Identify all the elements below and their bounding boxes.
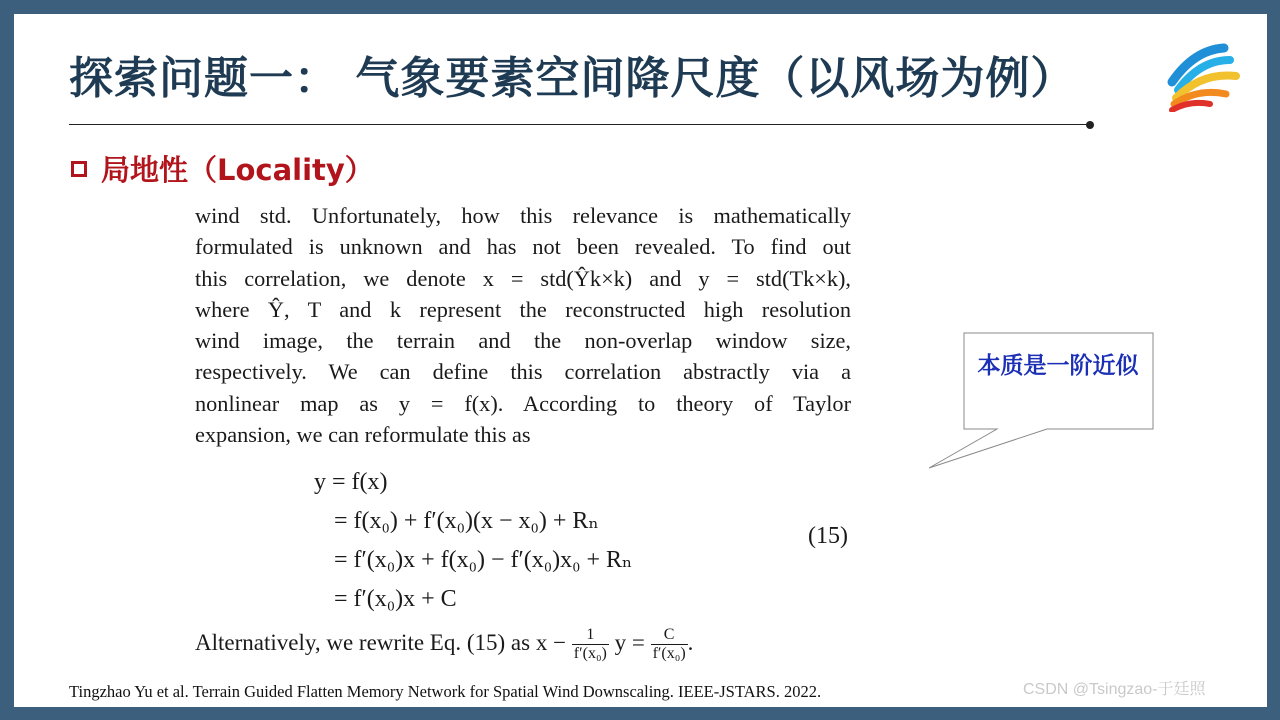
alt-mid: y = [614, 629, 645, 655]
equation-number: (15) [808, 523, 848, 549]
paper-line: expansion, we can reformulate this as [195, 422, 531, 448]
callout-text: 本质是一阶近似 [977, 353, 1139, 379]
square-bullet-icon [71, 161, 87, 177]
watermark: CSDN @Tsingzao-于廷照 [1023, 681, 1206, 698]
paper-line: wind std. Unfortunately, how this relevance is mathematically [195, 203, 851, 228]
fraction-c-over-fprime [651, 626, 688, 663]
equation-row: = f′(x₀)x + C [334, 586, 457, 612]
equation-block [314, 463, 854, 619]
slide [14, 14, 1267, 707]
equation-row: y = f(x) [314, 469, 388, 495]
equation-row: = f′(x₀)x + f(x₀) − f′(x₀)x₀ + Rₙ [334, 547, 633, 573]
title-divider [69, 124, 1089, 125]
fraction-denominator: f′(x₀) [652, 645, 686, 662]
paper-line: where Ŷ, T and k represent the reconstructed high resolution [195, 296, 851, 322]
paper-excerpt [195, 200, 851, 450]
fraction-denominator: f′(x₀) [573, 645, 607, 662]
paper-line: this correlation, we denote x = std(Ŷk×k) and y = std(Tk×k), [195, 265, 851, 291]
divider-end-dot [1086, 121, 1094, 129]
paper-line: formulated is unknown and has not been revealed. To find out [195, 234, 851, 260]
alt-suffix: . [687, 629, 694, 655]
fraction-numerator: C [651, 626, 688, 645]
slide-title: 探索问题一： 气象要素空间降尺度（以风场为例） [69, 53, 1076, 104]
section-label: 局地性（Locality） [101, 153, 374, 187]
section-heading [71, 148, 374, 189]
equation-row: = f(x₀) + f′(x₀)(x − x₀) + Rₙ [334, 508, 599, 534]
logo-icon [1164, 30, 1246, 112]
alt-prefix: Alternatively, we rewrite Eq. (15) as x − [195, 629, 567, 655]
alternatively-line [195, 626, 855, 663]
paper-line: nonlinear map as y = f(x). According to theory of Taylor [195, 390, 851, 416]
paper-line: respectively. We can define this correlation abstractly via a [195, 359, 851, 385]
citation: Tingzhao Yu et al. Terrain Guided Flatten Memory Network for Spatial Wind Downscaling. IEEE-JSTARS. 2022. [69, 682, 822, 701]
fraction-numerator: 1 [572, 626, 609, 645]
fraction-one-over-fprime [572, 626, 609, 663]
paper-line: wind image, the terrain and the non-overlap window size, [195, 328, 851, 354]
